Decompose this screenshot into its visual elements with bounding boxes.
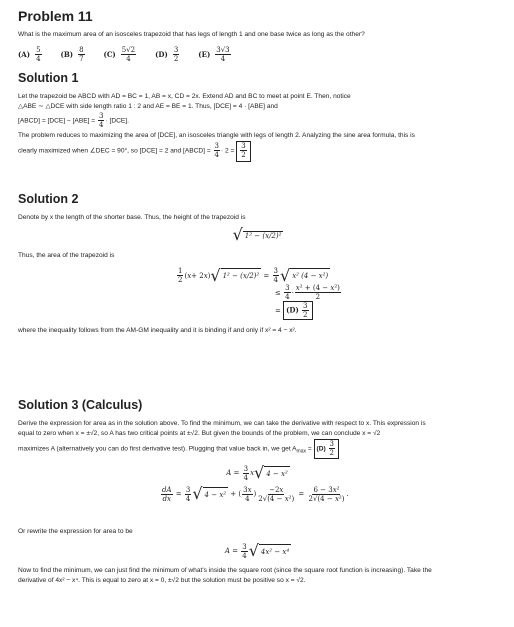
derivative-formula: $\frac{dA}{dx}$ = $\frac{3}{4}$ √ 4 − x² + ( $\frac{3x}{4}$ ) $\frac{-2x}{\text{2√(4 − x²)}}$ = $\frac{\text{6 − 3x²}}{\text{2√(4 − x²)}}$ .: [162, 484, 349, 504]
solution-2-title: Solution 2: [18, 192, 79, 206]
solution-3-line: derivative of 4x² − x⁴. This is equal to zero at x = 0, ±√2 but the solution must be positive so x = √2.: [18, 576, 306, 584]
solution-2: [18, 192, 498, 336]
choice-b: (B) $\frac{8}{7}$: [60, 46, 84, 63]
solution-3-line: Or rewrite the expression for area to be: [18, 527, 133, 535]
solution-3: [18, 398, 498, 586]
solution-3-title: Solution 3 (Calculus): [18, 398, 143, 412]
solution-3-line: Now to find the minimum, we can just find the minimum of what's inside the square root (since the square root function is increasing). Take the: [18, 566, 432, 574]
choice-d: (D) $\frac{3}{2}$: [155, 46, 179, 63]
solution-2-answer-box: (D) $\frac{3}{2}$: [283, 301, 312, 320]
solution-1-line: △ABE ∼ △DCE with side length ratio 1 : 2 and AE = BE = 1. Thus, [DCE] = 4 · [ABE] and: [18, 103, 278, 110]
choice-c: (C) $\frac{5√2}{4}$: [103, 46, 136, 63]
solution-1-answer-box: $\frac{3}{2}$: [236, 141, 250, 161]
solution-1-line: [ABCD] = [DCE] − [ABE] = $\frac{3}{4}$ · [DCE].: [18, 112, 129, 129]
solution-2-line: where the inequality follows from the AM-GM inequality and it is binding if and only if x² = 4 − x².: [18, 327, 297, 334]
solution-1-line: clearly maximized when ∠DEC = 90°, so [DCE] = 2 and [ABCD] = $\frac{3}{4}$ · 2 = $\frac{3}{2}$: [18, 141, 498, 161]
solution-3-answer-box: (D) $\frac{3}{2}$: [314, 439, 339, 459]
height-formula: √ 1² − (x/2)²: [232, 225, 282, 244]
answer-choices: [18, 46, 498, 63]
solution-2-line: Thus, the area of the trapezoid is: [18, 252, 115, 259]
choice-e: (E) $\frac{3√3}{4}$: [198, 46, 230, 63]
solution-1-line: Let the trapezoid be ABCD with AD = BC = 1, AB = x, CD = 2x. Extend AD and BC to meet at point E. Then, notice: [18, 93, 351, 100]
solution-2-line: Denote by x the length of the shorter base. Thus, the height of the trapezoid is: [18, 214, 246, 221]
area-formula: A = $\frac{3}{4}$ x √ 4 − x²: [226, 463, 288, 483]
solution-1-title: Solution 1: [18, 71, 79, 85]
area-derivation: $\frac{1}{2}$ ( x + 2 x ) √ 1² − (x/2)² = $\frac{3}{4}$ √ x² (4 − x²) ≤ $\frac{3}{4}$ · $\frac{\text{x² + (4 − x²)}}{2}$ = (D) $\frac{3}{2}$: [178, 265, 340, 319]
solution-3-line: maximizes A (alternatively you can do first derivative test). Plugging that value back in, we get $A_{max} = (D)$ $\frac{3}{2}$: [18, 439, 498, 461]
choice-a: (A) $\frac{5}{4}$: [18, 46, 41, 63]
solution-3-line: Derive the expression for area as in the solution above. To find the minimum, we can take the derivative with respect to x. This expression is: [18, 420, 426, 427]
solution-3-line: equal to zero when x = ±√2, so A has two critical points at ±√2. But given the bounds of the problem, we can conclude x = √2: [18, 430, 381, 437]
problem-title: Problem 11: [18, 8, 93, 24]
solution-1-line: The problem reduces to maximizing the area of [DCE], an isosceles triangle with legs of length 2. Analyzing the sine area formula, this is: [18, 132, 415, 140]
area-formula-rewritten: A = $\frac{3}{4}$ √ 4x² − x⁴: [224, 541, 290, 561]
problem-question: What is the maximum area of an isosceles trapezoid that has legs of length 1 and one base twice as long as the other?: [18, 31, 365, 38]
